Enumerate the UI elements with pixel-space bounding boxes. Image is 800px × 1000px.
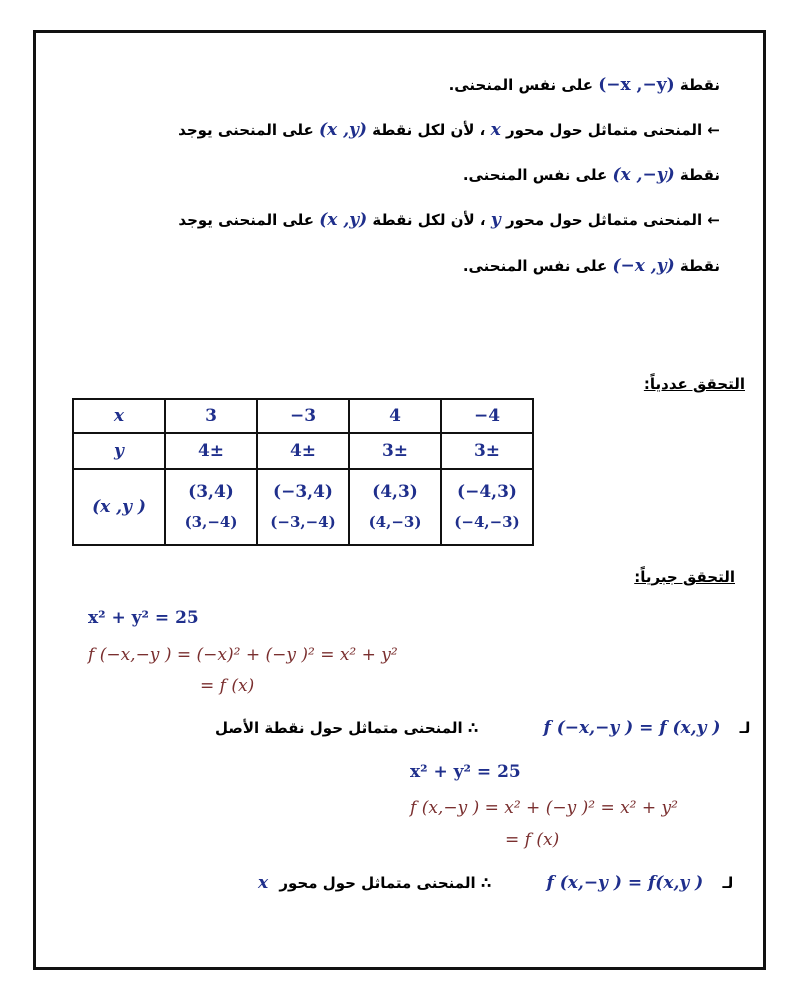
math-point: (−x ,−y) (598, 75, 675, 95)
table-cell (257, 469, 349, 545)
text: على نفس المنحنى. (462, 166, 608, 184)
table-cell: 3± (349, 433, 441, 469)
math-point: (x ,y) (318, 120, 367, 140)
math-var: x (490, 120, 501, 140)
math-point: (−x ,y) (612, 256, 675, 276)
table-cell (165, 469, 257, 545)
equation: f (x,−y ) = x² + (−y )² = x² + y² (410, 798, 678, 818)
table-cell: y (73, 433, 165, 469)
table-cell: −4 (441, 399, 533, 433)
equation: x² + y² = 25 (410, 762, 521, 782)
pair: (−3,−4) (270, 513, 336, 531)
equation: = f (x) (200, 676, 255, 696)
table-cell (349, 469, 441, 545)
therefore-symbol: ﻟـ (739, 719, 751, 737)
equation: f (−x,−y ) = f (x,y ) (543, 718, 721, 738)
text: ، لأن لكل نقطة (372, 121, 486, 139)
text-line-4 (178, 210, 720, 230)
equation: f (x,−y ) = f(x,y ) (546, 873, 704, 893)
therefore-symbol: ﻟـ (722, 874, 734, 892)
equation: f (−x,−y ) = (−x)² + (−y )² = x² + y² (88, 645, 398, 665)
numeric-heading: التحقق عددياً: (643, 375, 745, 393)
conclusion-line-1 (215, 718, 750, 738)
table-cell: 4± (257, 433, 349, 469)
text: ← المنحنى متماثل حول محور (505, 211, 720, 229)
text: نقطة (679, 166, 720, 184)
equation: = f (x) (505, 830, 560, 850)
conclusion-line-2 (258, 873, 733, 893)
pair: (4,−3) (368, 513, 422, 531)
pair: (−4,3) (457, 482, 517, 502)
table-cell: 4 (349, 399, 441, 433)
text-line-2 (178, 120, 720, 140)
text: ← المنحنى متماثل حول محور (505, 121, 720, 139)
text-line-5 (463, 256, 720, 276)
text: على المنحنى يوجد (178, 211, 314, 229)
conclusion-text: ∴ المنحنى متماثل حول محور (279, 874, 492, 892)
table-cell (441, 469, 533, 545)
pair: (4,3) (372, 482, 418, 502)
conclusion-text: ∴ المنحنى متماثل حول نقطة الأصل (215, 719, 479, 737)
pair: (3,4) (188, 482, 234, 502)
math-point: (x ,y) (319, 210, 368, 230)
table-row (73, 469, 533, 545)
text: ، لأن لكل نقطة (372, 211, 486, 229)
math-var: x (258, 873, 269, 893)
table-cell: (x ,y ) (73, 469, 165, 545)
text-line-3 (463, 165, 720, 185)
text: على نفس المنحنى. (448, 76, 593, 94)
table-cell: 4± (165, 433, 257, 469)
math-point: (x ,−y) (612, 165, 675, 185)
algebraic-heading: التحقق جبرياً: (634, 568, 735, 586)
table-cell: 3± (441, 433, 533, 469)
values-table (72, 398, 534, 546)
table-row (73, 399, 533, 433)
equation: x² + y² = 25 (88, 608, 199, 628)
text: على المنحنى يوجد (178, 121, 314, 139)
table-cell: x (73, 399, 165, 433)
math-var: y (490, 210, 501, 230)
pair: (−4,−3) (454, 513, 520, 531)
text: نقطة (679, 76, 720, 94)
table-cell: 3 (165, 399, 257, 433)
pair: (3,−4) (184, 513, 238, 531)
text: نقطة (679, 257, 720, 275)
text-line-1 (449, 75, 720, 95)
table-cell: −3 (257, 399, 349, 433)
pair: (−3,4) (273, 482, 333, 502)
table-row (73, 433, 533, 469)
text: على نفس المنحنى. (462, 257, 608, 275)
